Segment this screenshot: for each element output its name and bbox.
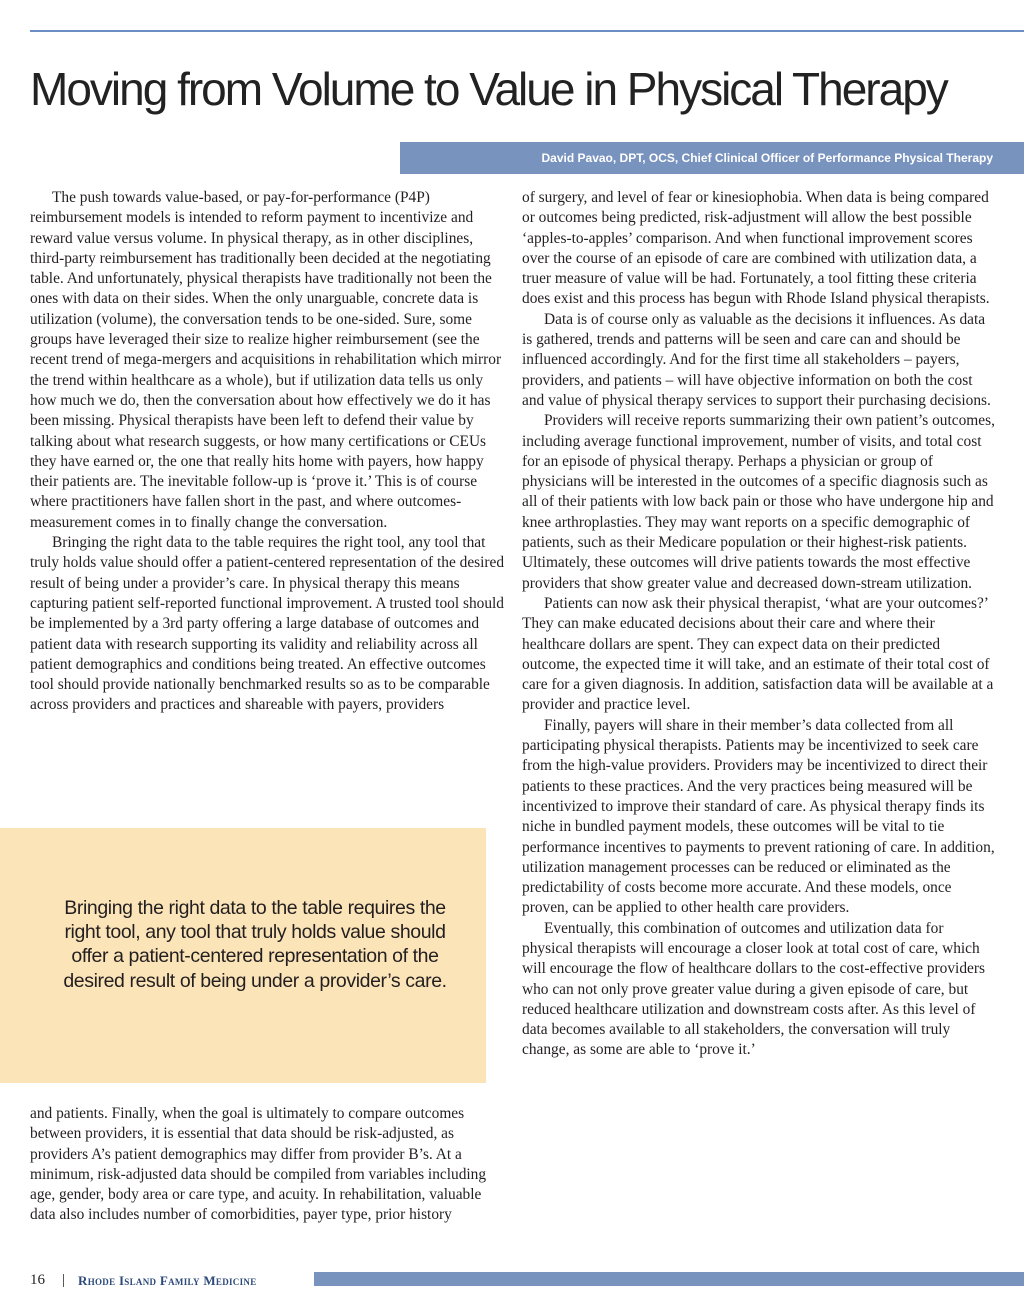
article-title: Moving from Volume to Value in Physical Therapy [30, 63, 947, 115]
pull-quote: Bringing the right data to the table requires the right tool, any tool that truly holds value should offer a patient-centered representation of the desired result of being under a provider’s care. [63, 897, 447, 992]
paragraph: of surgery, and level of fear or kinesiophobia. When data is being compared or outcomes being predicted, risk-adjustment will allow the best possible ‘apples-to-apples’ comparison. And when functional improvement scores over the course of an episode of care are combined with utilization data, a truer measure of value will be had. Fortunately, a tool fitting these criteria does exist and this process has begun with Rhode Island physical therapists. [522, 189, 990, 308]
footer-separator: | [62, 1272, 66, 1288]
byline: David Pavao, DPT, OCS, Chief Clinical Officer of Performance Physical Therapy [541, 151, 993, 165]
paragraph: Finally, payers will share in their member’s data collected from all participating physical therapists. Patients may be incentivized to seek care from the high-value providers. Providers may be incentivized to direct their patients to these practices. And the very practices being measured will be incentivized to improve their standard of care. As physical therapy finds its niche in bundled payment models, these outcomes will be vital to tie performance incentives to payments to prevent rationing of care. In addition, utilization management processes can be reduced or eliminated as the predictability of costs become more accurate. And these models, once proven, can be applied to other health care providers. [522, 716, 995, 917]
byline-bar [400, 142, 1024, 174]
right-column [522, 188, 998, 1061]
publication-name: Rhode Island Family Medicine [78, 1273, 257, 1288]
paragraph: and patients. Finally, when the goal is ultimately to compare outcomes between providers, it is essential that data should be risk-adjusted, as providers A’s patient demographics may differ from provider B’s. At a minimum, risk-adjusted data should be compiled from variables including age, gender, body area or care type, and acuity. In rehabilitation, valuable data also includes number of comorbidities, payer type, prior history [30, 1105, 487, 1224]
pull-quote-box [0, 828, 486, 1083]
paragraph: Bringing the right data to the table requires the right tool, any tool that truly holds value should offer a patient-centered representation of the desired result of being under a provider’s care. In physical therapy this means capturing patient self-reported functional improvement. A trusted tool should be implemented by a 3rd party offering a large database of outcomes and patient data with research supporting its validity and reliability across all patient demographics and conditions being treated. An effective outcomes tool should provide nationally benchmarked results so as to be comparable across providers and practices and shareable with payers, providers [30, 534, 505, 714]
left-column [30, 188, 506, 716]
top-rule [30, 30, 1024, 32]
left-column-continued [30, 1104, 506, 1226]
page-number: 16 [30, 1272, 45, 1288]
paragraph: The push towards value-based, or pay-for-performance (P4P) reimbursement models is intended to reform payment to incentivize and reward value versus volume. In physical therapy, as in other disciplines, third-party reimbursement has traditionally been decided at the negotiating table. And unfortunately, physical therapists have traditionally not been the ones with data on their sides. When the only unarguable, concrete data is utilization (volume), the conversation tends to be one-sided. Sure, some groups have leveraged their size to realize higher reimbursement (see the recent trend of mega-mergers and acquisitions in rehabilitation which mirror the trend within healthcare as a whole), but if utilization data tells us only how much we do, then the conversation about how effectively we do it has been missing. Physical therapists have been left to defend their value by talking about what research suggests, or how many certifications or CEUs they have earned or, the one that really hits home with payers, how happy their patients are. The inevitable follow-up is ‘prove it.’ This is of course where practitioners have fallen short in the past, and where outcomes-measurement comes in to finally change the conversation. [30, 189, 502, 531]
paragraph: Eventually, this combination of outcomes and utilization data for physical therapists will encourage a closer look at total cost of care, which will encourage the flow of healthcare dollars to the cost-effective providers who can not only prove greater value during a given episode of care, but reduced healthcare utilization and downstream costs after. As this level of data becomes available to all stakeholders, the conversation will truly change, as some are able to ‘prove it.’ [522, 919, 985, 1059]
paragraph: Patients can now ask their physical therapist, ‘what are your outcomes?’ They can make educated decisions about their care and where their healthcare dollars are spent. They can expect data on their predicted outcome, the expected time it will take, and an estimate of their total cost of care for a given diagnosis. In addition, satisfaction data will be available at a provider and practice level. [522, 594, 994, 714]
paragraph: Providers will receive reports summarizing their own patient’s outcomes, including average functional improvement, number of visits, and total cost for an episode of physical therapy. Perhaps a physician or group of physicians will be interested in the outcomes of a specific diagnosis such as all of their patients with low back pain or those who have undergone hip and knee arthroplasties. They may want reports on a specific demographic of patients, such as their Medicare population or their highest-risk patients. Ultimately, these outcomes will drive patients towards the most effective providers that show greater value and decreased down-stream utilization. [522, 412, 995, 592]
footer-bar [314, 1272, 1024, 1286]
paragraph: Data is of course only as valuable as the decisions it influences. As data is gathered, trends and patterns will be seen and care can and should be influenced accordingly. And for the first time all stakeholders – payers, providers, and patients – will have objective information on both the cost and value of physical therapy services to support their purchasing decisions. [522, 310, 991, 409]
